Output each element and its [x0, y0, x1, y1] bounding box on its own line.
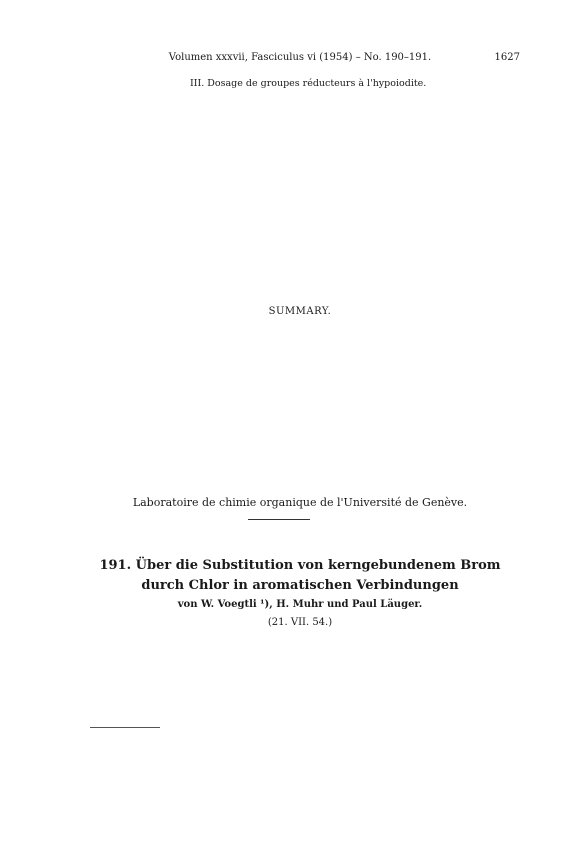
- running-head: Volumen xxxvii, Fasciculus vi (1954) – No. 190–191.: [168, 52, 432, 63]
- article-title: [90, 556, 510, 596]
- article-authors: von W. Voegtli ¹), H. Muhr und Paul Läuger.: [177, 599, 423, 610]
- article-date: (21. VII. 54.): [267, 617, 333, 628]
- affiliation: Laboratoire de chimie organique de l'Université de Genève.: [132, 496, 468, 509]
- summary-heading: SUMMARY.: [268, 306, 332, 317]
- footnote-rule: [90, 727, 160, 728]
- article-title-line-1: 191. Über die Substitution von kerngebundenem Brom: [99, 558, 501, 573]
- article-title-line-2: durch Chlor in aromatischen Verbindungen: [141, 578, 459, 593]
- section-divider: [248, 519, 310, 520]
- section-iii-title: III. Dosage de groupes réducteurs à l'hypoiodite.: [190, 78, 427, 89]
- page-number: 1627: [494, 52, 520, 63]
